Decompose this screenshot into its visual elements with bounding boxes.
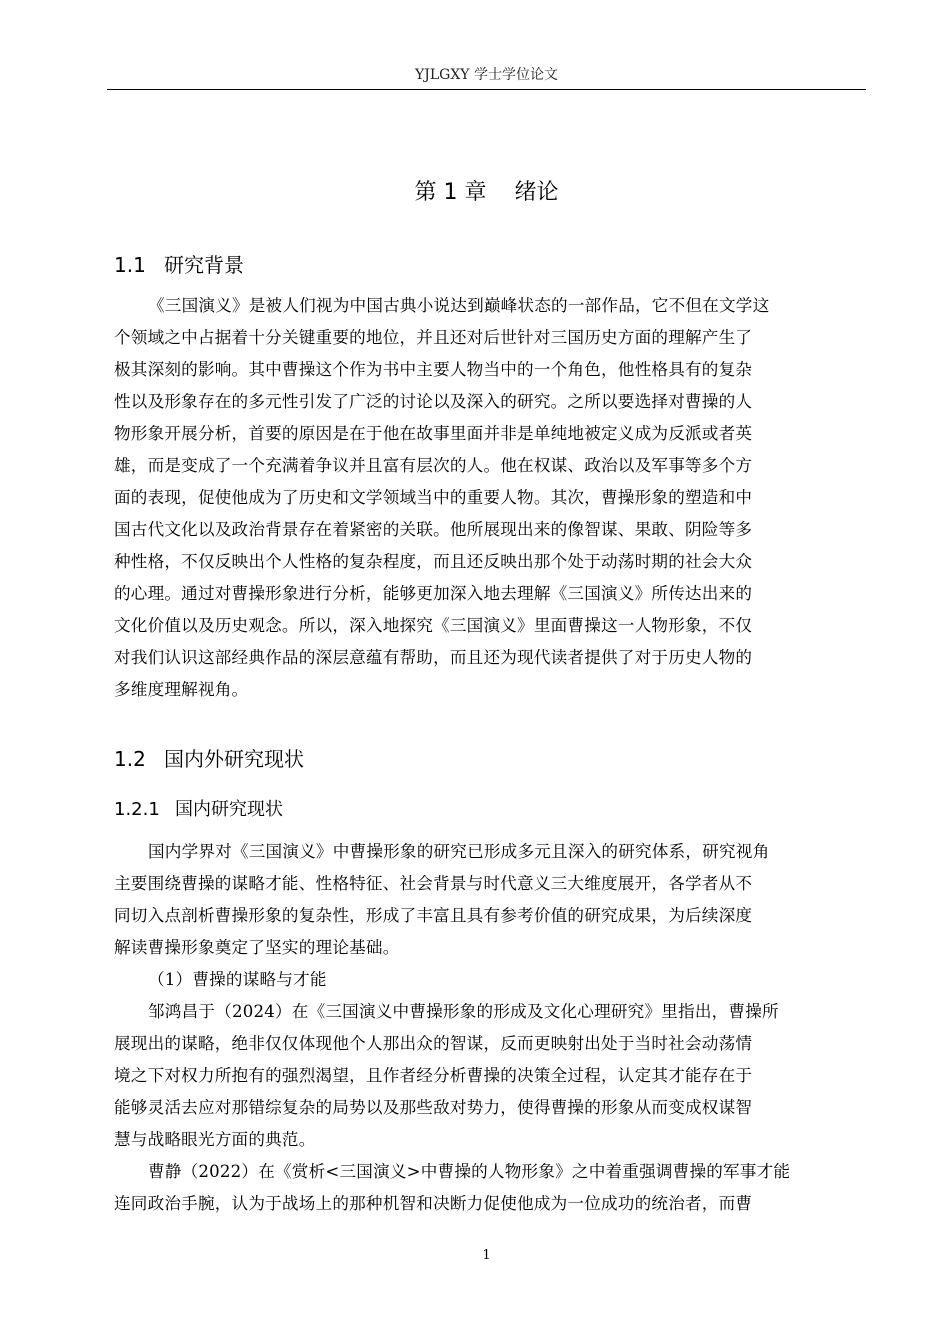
text-line: 极其深刻的影响。其中曹操这个作为书中主要人物当中的一个角色，他性格具有的复杂 — [114, 360, 753, 379]
paragraph-zou-hongchang — [114, 996, 860, 1156]
text-line: 慧与战略眼光方面的典范。 — [114, 1130, 316, 1149]
text-line: 个领域之中占据着十分关键重要的地位，并且还对后世针对三国历史方面的理解产生了 — [114, 328, 753, 347]
text-line: 邹鸿昌于（2024）在《三国演义中曹操形象的形成及文化心理研究》里指出，曹操所 — [148, 1002, 779, 1021]
list-subheading: （1）曹操的谋略与才能 — [148, 970, 327, 989]
text-line: 雄，而是变成了一个充满着争议并且富有层次的人。他在权谋、政治以及军事等多个方 — [114, 456, 753, 475]
text-line: 同切入点剖析曹操形象的复杂性，形成了丰富且具有参考价值的研究成果，为后续深度 — [114, 906, 753, 925]
text-line: 性以及形象存在的多元性引发了广泛的讨论以及深入的研究。之所以要选择对曹操的人 — [114, 392, 753, 411]
text-line: 曹静（2022）在《赏析<三国演义>中曹操的人物形象》之中着重强调曹操的军事才能 — [148, 1162, 791, 1181]
subsection-title: 国内研究现状 — [175, 799, 283, 820]
subsection-number: 1.2.1 — [114, 799, 160, 820]
text-line: 展现出的谋略，绝非仅仅体现他个人那出众的智谋，反而更映射出处于当时社会动荡情 — [114, 1034, 753, 1053]
text-line: 的心理。通过对曹操形象进行分析，能够更加深入地去理解《三国演义》所传达出来的 — [114, 584, 753, 603]
text-line: 文化价值以及历史观念。所以，深入地探究《三国演义》里面曹操这一人物形象，不仅 — [114, 616, 753, 635]
text-line: 能够灵活去应对那错综复杂的局势以及那些敌对势力，使得曹操的形象从而变成权谋智 — [114, 1098, 753, 1117]
text-line: 解读曹操形象奠定了坚实的理论基础。 — [114, 938, 400, 957]
running-header: YJLGXY 学士学位论文 — [415, 67, 558, 83]
paragraph-cao-jing — [114, 1156, 860, 1220]
section-number: 1.1 — [114, 253, 146, 277]
text-line: 国内学界对《三国演义》中曹操形象的研究已形成多元且深入的研究体系，研究视角 — [148, 842, 770, 861]
subsection-heading-1-2-1 — [114, 796, 283, 824]
text-line: 国古代文化以及政治背景存在着紧密的关联。他所展现出来的像智谋、果敢、阴险等多 — [114, 520, 753, 539]
text-line: 连同政治手腕，认为于战场上的那种机智和决断力促使他成为一位成功的统治者，而曹 — [114, 1194, 753, 1213]
section-number: 1.2 — [114, 747, 146, 771]
header-rule — [107, 89, 866, 90]
paragraph-domestic-research — [114, 836, 860, 996]
text-line: 多维度理解视角。 — [114, 680, 249, 699]
text-line: 境之下对权力所抱有的强烈渴望，且作者经分析曹操的决策全过程，认定其才能存在于 — [114, 1066, 753, 1085]
page-number: 1 — [482, 1248, 491, 1263]
paragraph-research-background — [114, 290, 860, 706]
text-line: 面的表现，促使他成为了历史和文学领域当中的重要人物。其次，曹操形象的塑造和中 — [114, 488, 753, 507]
text-line: 《三国演义》是被人们视为中国古典小说达到巅峰状态的一部作品，它不但在文学这 — [148, 296, 770, 315]
section-heading-1-1 — [114, 250, 244, 280]
section-heading-1-2 — [114, 744, 304, 774]
section-title: 国内外研究现状 — [164, 747, 304, 771]
text-line: 对我们认识这部经典作品的深层意蕴有帮助，而且还为现代读者提供了对于历史人物的 — [114, 648, 753, 667]
text-line: 物形象开展分析，首要的原因是在于他在故事里面并非是单纯地被定义成为反派或者英 — [114, 424, 753, 443]
text-line: 种性格，不仅反映出个人性格的复杂程度，而且还反映出那个处于动荡时期的社会大众 — [114, 552, 753, 571]
text-line: 主要围绕曹操的谋略才能、性格特征、社会背景与时代意义三大维度展开，各学者从不 — [114, 874, 753, 893]
section-title: 研究背景 — [164, 253, 244, 277]
chapter-title: 第 1 章 绪论 — [414, 180, 559, 205]
